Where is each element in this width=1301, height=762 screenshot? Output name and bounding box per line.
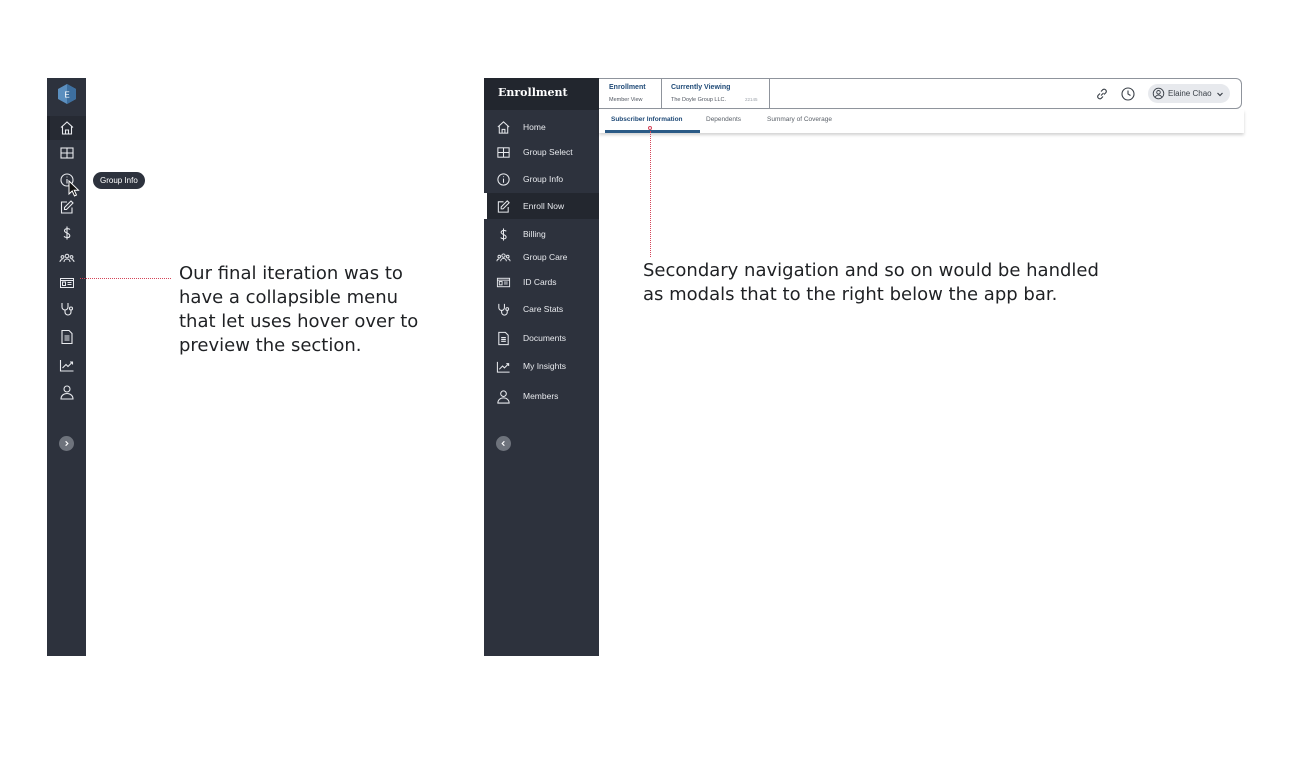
dollar-icon — [496, 227, 511, 242]
grid-icon — [496, 145, 511, 160]
stethoscope-icon — [496, 302, 511, 317]
rail-item-group-care[interactable] — [47, 246, 86, 270]
user-icon — [59, 384, 75, 400]
grid-icon — [59, 145, 75, 161]
group-icon — [496, 250, 511, 265]
sidebar-item-label: Home — [523, 122, 546, 132]
collapsed-sidebar — [47, 78, 86, 656]
annotation-secondary-navigation: Secondary navigation and so on would be handled as modals that to the right below the app bar. — [643, 260, 1099, 305]
rail-item-group-info[interactable] — [47, 168, 86, 192]
sidebar-item-enroll-now[interactable] — [484, 193, 599, 219]
sidebar-item-label: Care Stats — [523, 304, 564, 314]
app-brand[interactable]: Enrollment — [484, 78, 599, 110]
annotation-connector — [80, 278, 171, 279]
annotation-anchor-dot — [648, 126, 652, 130]
dollar-icon — [59, 225, 75, 241]
rail-item-my-insights[interactable] — [47, 353, 86, 377]
rail-item-enroll-now[interactable] — [47, 195, 86, 219]
hover-tooltip: Group Info — [93, 172, 145, 189]
sidebar-item-label: Billing — [523, 229, 546, 239]
app-bar — [599, 78, 1242, 109]
home-icon — [496, 120, 511, 135]
document-icon — [496, 331, 511, 346]
tab-summary-of-coverage[interactable]: Summary of Coverage — [767, 116, 833, 123]
chevron-left-icon — [500, 440, 507, 447]
info-icon — [496, 172, 511, 187]
user-menu[interactable] — [1148, 84, 1230, 103]
group-name: The Doyle Group LLC. — [671, 97, 727, 103]
home-icon — [59, 120, 75, 136]
context-title: Enrollment — [609, 84, 646, 91]
mouse-cursor-icon — [68, 180, 80, 198]
sidebar-item-documents[interactable] — [484, 325, 599, 351]
active-tab-indicator — [605, 130, 700, 133]
sidebar-item-care-stats[interactable] — [484, 296, 599, 322]
history-clock-icon[interactable] — [1120, 86, 1136, 102]
rail-item-home[interactable] — [47, 116, 86, 140]
sidebar-item-members[interactable] — [484, 383, 599, 409]
sidebar-item-label: Documents — [523, 333, 566, 343]
context-title: Currently Viewing — [671, 84, 731, 91]
sidebar-item-label: My Insights — [523, 361, 566, 371]
stethoscope-icon — [59, 301, 75, 317]
chevron-down-icon — [1216, 90, 1224, 98]
context-enrollment[interactable] — [599, 79, 662, 108]
id-card-icon — [496, 275, 511, 290]
sidebar-item-label: Enroll Now — [523, 201, 565, 211]
annotation-connector — [650, 131, 651, 257]
chevron-right-icon — [63, 440, 70, 447]
collapse-menu-button[interactable] — [496, 436, 511, 451]
expanded-sidebar — [484, 78, 599, 656]
tab-dependents[interactable]: Dependents — [706, 116, 742, 123]
svg-text:E: E — [64, 90, 70, 100]
sidebar-item-label: Group Select — [523, 147, 573, 157]
link-icon[interactable] — [1094, 86, 1110, 102]
user-avatar-icon — [1152, 87, 1165, 100]
chart-icon — [59, 357, 75, 373]
sidebar-item-group-select[interactable] — [484, 139, 599, 165]
sidebar-item-id-cards[interactable] — [484, 269, 599, 295]
sidebar-item-my-insights[interactable] — [484, 353, 599, 379]
secondary-navigation — [599, 110, 1244, 133]
chart-icon — [496, 359, 511, 374]
group-id: 22145 — [745, 97, 758, 102]
sidebar-item-label: Group Care — [523, 252, 568, 262]
sidebar-item-label: ID Cards — [523, 277, 557, 287]
context-currently-viewing[interactable] — [661, 79, 770, 108]
rail-item-members[interactable] — [47, 380, 86, 404]
group-icon — [59, 250, 75, 266]
rail-item-billing[interactable] — [47, 221, 86, 245]
edit-icon — [59, 199, 75, 215]
tab-subscriber-information[interactable]: Subscriber Information — [611, 116, 683, 123]
rail-item-id-cards[interactable] — [47, 271, 86, 295]
document-icon — [59, 329, 75, 345]
annotation-collapsible-menu: Our final iteration was to have a collapsible menu that let uses hover over to preview the section. — [179, 263, 419, 356]
sidebar-item-group-care[interactable] — [484, 244, 599, 270]
context-subtitle: Member View — [609, 97, 643, 103]
sidebar-item-label: Members — [523, 391, 559, 401]
sidebar-item-group-info[interactable] — [484, 166, 599, 192]
edit-icon — [496, 199, 511, 214]
app-logo-icon[interactable] — [58, 84, 76, 104]
rail-item-group-select[interactable] — [47, 141, 86, 165]
user-icon — [496, 389, 511, 404]
rail-item-documents[interactable] — [47, 325, 86, 349]
rail-item-care-stats[interactable] — [47, 297, 86, 321]
id-card-icon — [59, 275, 75, 291]
sidebar-item-home[interactable] — [484, 114, 599, 140]
user-name: Elaine Chao — [1168, 89, 1212, 98]
sidebar-item-label: Group Info — [523, 174, 564, 184]
expand-menu-button[interactable] — [59, 436, 74, 451]
